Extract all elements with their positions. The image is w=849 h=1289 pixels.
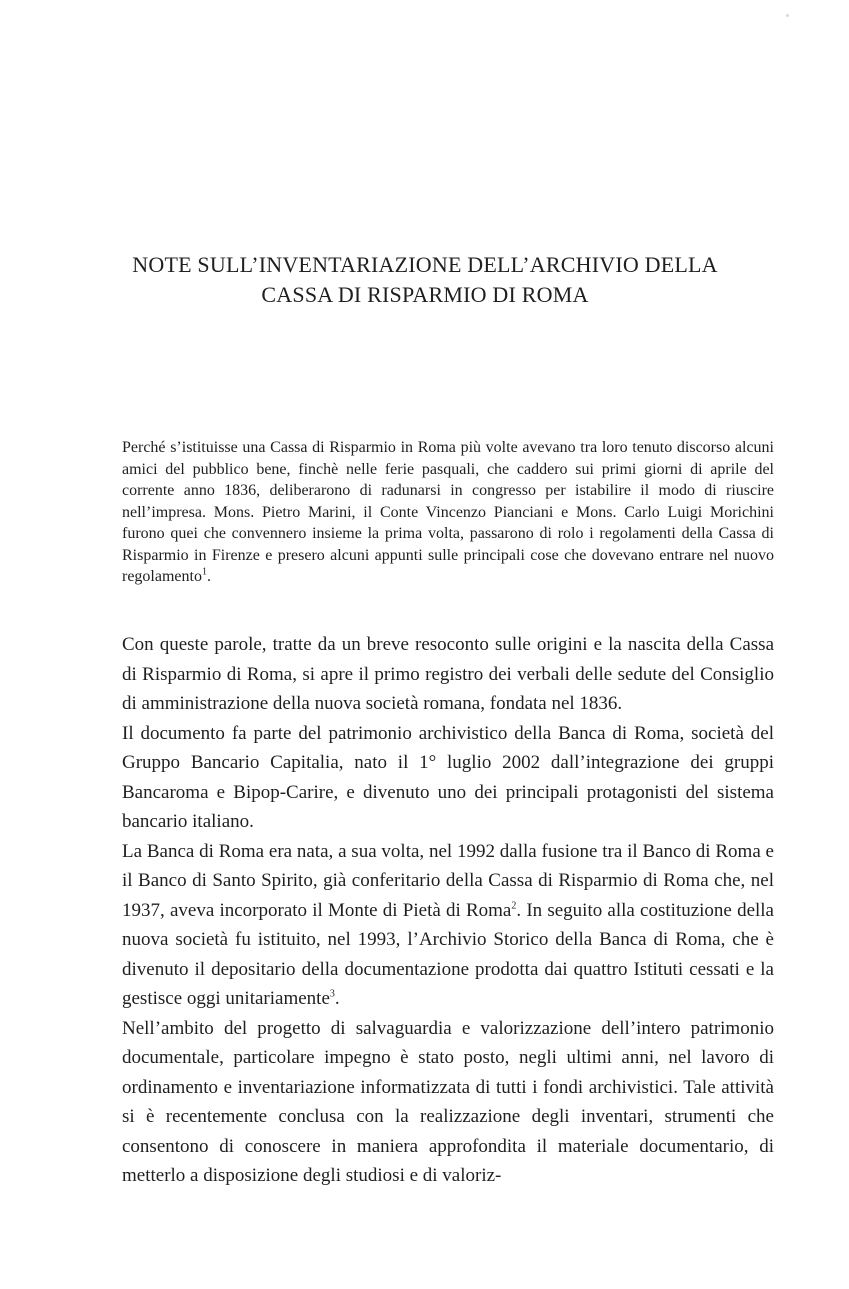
paragraph-4: [122, 1014, 774, 1191]
epigraph-quote: [122, 437, 774, 588]
paragraph-3-text: La Banca di Roma era nata, a sua volta, nel 1992 dalla fusione tra il Banco di Roma e il Banco di Santo Spirito, già conferitario della Cassa di Risparmio di Roma che, nel 1937, aveva incorporato il Monte di Pietà di Roma: [122, 840, 774, 921]
paragraph-4-text: Nell’ambito del progetto di salvaguardia e valorizzazione dell’intero patrimonio documentale, particolare impegno è stato posto, negli ultimi anni, nel lavoro di ordinamento e inventariazione informatizzata di tutti i fondi archivistici. Tale attività si è recentemente conclusa con la realizzazione degli inventari, strumenti che consentono di conoscere in maniera approfondita il materiale documentario, di metterlo a disposizione degli studiosi e di valoriz-: [122, 1017, 774, 1186]
footnote-ref-2: 2: [511, 900, 517, 912]
quote-end: .: [206, 568, 211, 585]
paragraph-3-end: .: [334, 988, 340, 1009]
chapter-title: [100, 250, 750, 310]
scan-speck: [786, 14, 789, 17]
paragraph-3-text-cont: . In seguito alla costituzione della nuova società fu istituito, nel 1993, l’Archivio Storico della Banca di Roma, che è divenuto il depositario della documentazione prodotta dai quattro Istituti cessati e la gestisce oggi unitariamente: [122, 899, 774, 1009]
paragraph-1-text: Con queste parole, tratte da un breve resoconto sulle origini e la nascita della Cassa di Risparmio di Roma, si apre il primo registro dei verbali delle sedute del Consiglio di amministrazione della nuova società romana, fondata nel 1836.: [122, 634, 774, 714]
quote-text: Perché s’istituisse una Cassa di Risparmio in Roma più volte avevano tra loro tenuto discorso alcuni amici del pubblico bene, finchè nelle ferie pasquali, che caddero sui primi giorni di aprile del corrente anno 1836, deliberarono di radunarsi in congresso per istabilire il modo di riuscire nell’impresa. Mons. Pietro Marini, il Conte Vincenzo Pianciani e Mons. Carlo Luigi Morichini furono quei che convennero insieme la prima volta, passarono di rolo i regolamenti della Cassa di Risparmio in Firenze e presero alcuni appunti sulle principali cose che dovevano entrare nel nuovo regolamento: [122, 439, 774, 585]
paragraph-2: [122, 719, 774, 837]
paragraph-1: [122, 630, 774, 719]
paragraph-2-text: Il documento fa parte del patrimonio archivistico della Banca di Roma, società del Gruppo Bancario Capitalia, nato il 1° luglio 2002 dall’integrazione dei gruppi Bancaroma e Bipop-Carire, e divenuto uno dei principali protagonisti del sistema bancario italiano.: [122, 722, 774, 832]
chapter-title-line-1: NOTE SULL’INVENTARIAZIONE DELL’ARCHIVIO DELLA: [132, 252, 718, 277]
footnote-ref-3: 3: [329, 988, 335, 1000]
body-text: [122, 630, 774, 1191]
footnote-ref-1: 1: [201, 566, 207, 578]
chapter-title-line-2: CASSA DI RISPARMIO DI ROMA: [261, 282, 589, 307]
paragraph-3: [122, 837, 774, 1014]
